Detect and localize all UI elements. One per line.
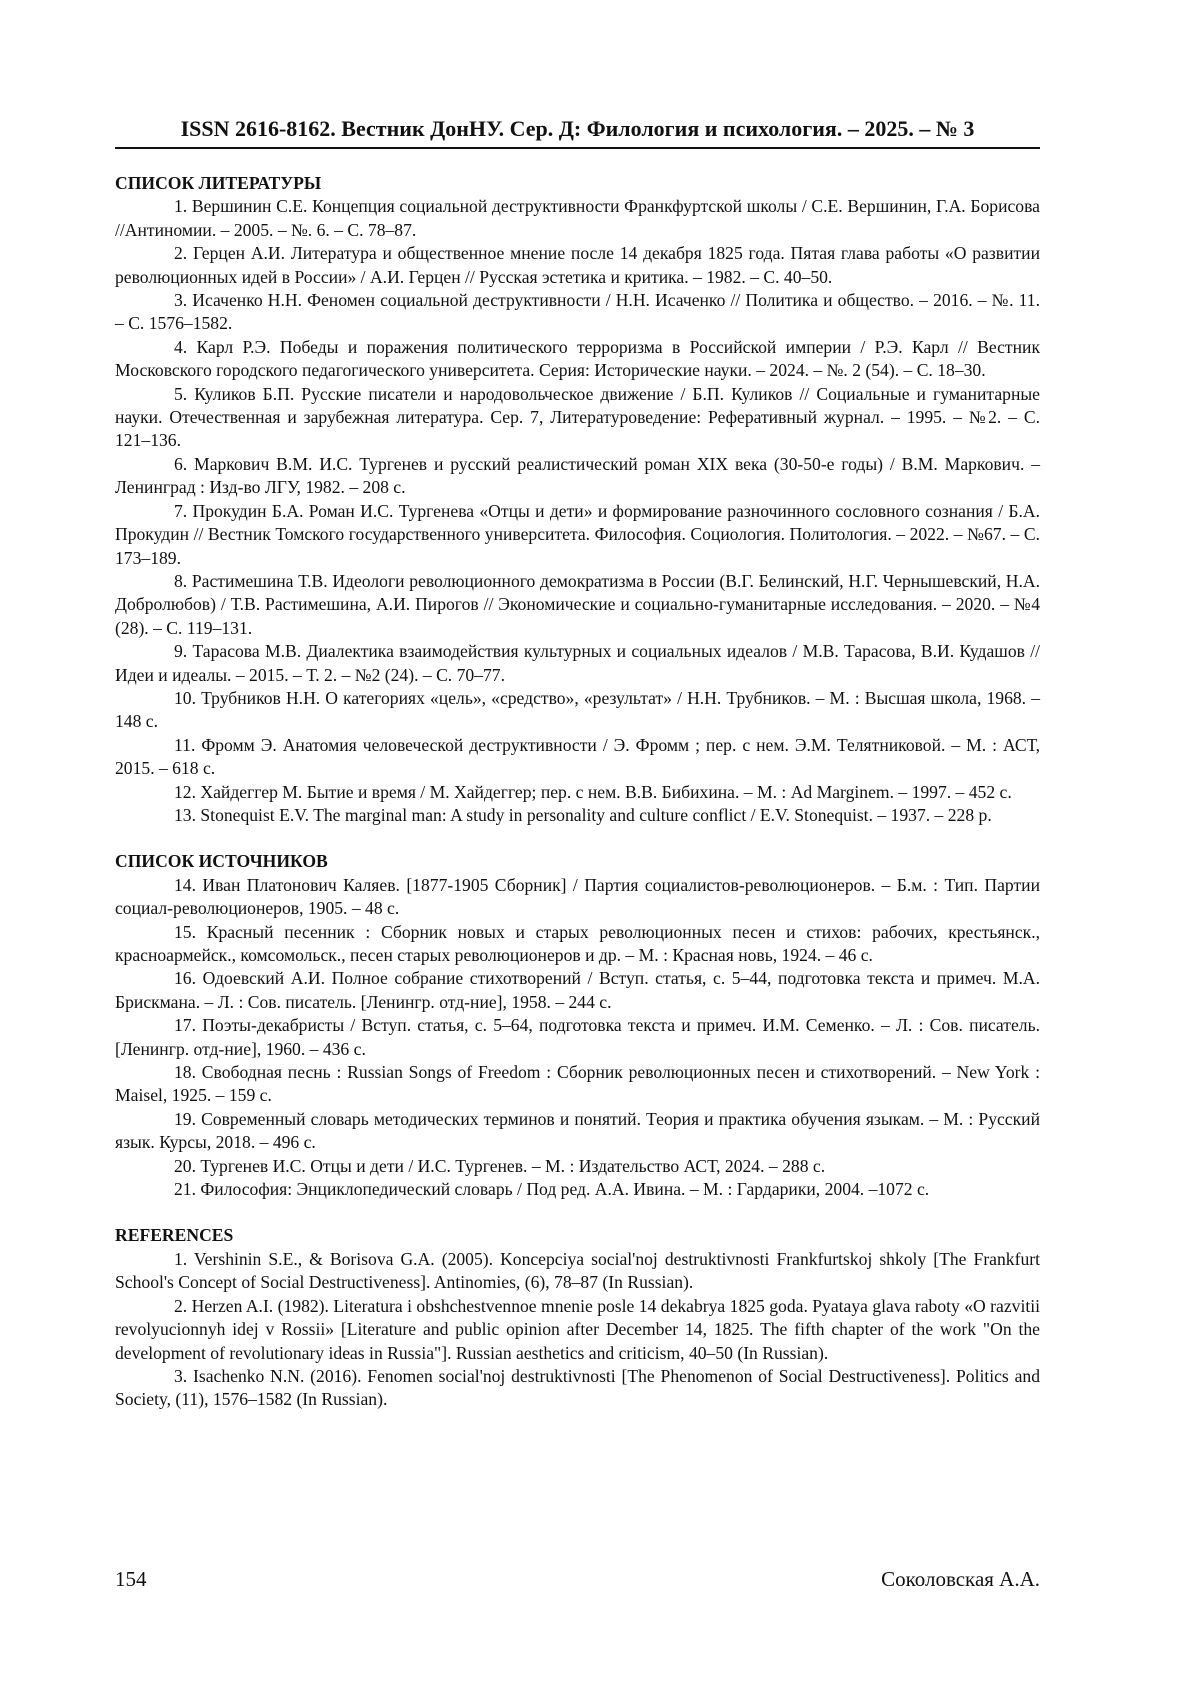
references-title: REFERENCES [115,1225,234,1246]
source-item: 16. Одоевский А.И. Полное собрание стихотворений / Вступ. статья, с. 5–44, подготовка текста и примеч. М.А. Брискмана. – Л. : Сов. писатель. [Ленингр. отд-ние], 1958. – 244 с. [115,968,1040,1012]
sources-title: СПИСОК ИСТОЧНИКОВ [115,851,328,872]
footer-author: Соколовская А.А. [881,1567,1040,1591]
literature-section [115,172,1040,827]
literature-item: 2. Герцен А.И. Литература и общественное мнение после 14 декабря 1825 года. Пятая глава работы «О развитии революционных идей в России» / А.И. Герцен // Русская эстетика и критика. – 1982. – С. 40–50. [115,243,1040,287]
literature-item: 1. Вершинин С.Е. Концепция социальной деструктивности Франкфуртской школы / С.Е. Вершинин, Г.А. Борисова //Антиномии. – 2005. – №. 6. – С. 78–87. [115,196,1040,240]
literature-item: 12. Хайдеггер М. Бытие и время / М. Хайдеггер; пер. с нем. В.В. Бибихина. – М. : Ad Marginem. – 1997. – 452 с. [174,781,1012,802]
literature-item: 10. Трубников Н.Н. О категориях «цель», «средство», «результат» / Н.Н. Трубников. – М. : Высшая школа, 1968. – 148 с. [115,687,1040,732]
literature-item: 5. Куликов Б.П. Русские писатели и народовольческое движение / Б.П. Куликов // Социальные и гуманитарные науки. Отечественная и зарубежная литература. Сер. 7, Литературоведение: Реферативный журнал. – 1995. – №2. – С. 121–136. [115,383,1040,451]
literature-item: 9. Тарасова М.В. Диалектика взаимодействия культурных и социальных идеалов / М.В. Тарасова, В.И. Кудашов // Идеи и идеалы. – 2015. – Т. 2. – №2 (24). – С. 70–77. [115,641,1040,685]
literature-item: 6. Маркович В.М. И.С. Тургенев и русский реалистический роман XIX века (30-50-е годы) / В.М. Маркович. – Ленинград : Изд-во ЛГУ, 1982. – 208 с. [115,453,1040,498]
references-section [115,1224,1040,1411]
source-item: 19. Современный словарь методических терминов и понятий. Теория и практика обучения языкам. – М. : Русский язык. Курсы, 2018. – 496 с. [115,1108,1040,1153]
page-content [115,172,1040,1412]
reference-item: 1. Vershinin S.E., & Borisova G.A. (2005). Koncepciya social'noj destruktivnosti Frankfurtskoj shkoly [The Frankfurt School's Concept of Social Destructiveness]. Antinomies, (6), 78–87 (In Russian). [115,1248,1040,1293]
source-item: 14. Иван Платонович Каляев. [1877-1905 Сборник] / Партия социалистов-революционеров. – Б.м. : Тип. Партии социал-революционеров, 1905. – 48 с. [115,874,1040,919]
sources-section [115,850,1040,1201]
literature-item: 8. Растимешина Т.В. Идеологи революционного демократизма в России (В.Г. Белинский, Н.Г. Чернышевский, Н.А. Добролюбов) / Т.В. Растимешина, А.И. Пирогов // Экономические и социально-гуманитарные исследования. – 2020. – №4 (28). – С. 119–131. [115,570,1040,638]
literature-item: 3. Исаченко Н.Н. Феномен социальной деструктивности / Н.Н. Исаченко // Политика и общество. – 2016. – №. 11. – С. 1576–1582. [115,290,1040,334]
literature-title: СПИСОК ЛИТЕРАТУРЫ [115,173,322,193]
literature-item: 4. Карл Р.Э. Победы и поражения политического терроризма в Российской империи / Р.Э. Карл // Вестник Московского городского педагогического университета. Серия: Исторические науки. – 2024. – №. 2 (54). – С. 18–30. [115,336,1040,381]
reference-item: 3. Isachenko N.N. (2016). Fenomen social'noj destruktivnosti [The Phenomenon of Social Destructiveness]. Politics and Society, (11), 1576–1582 (In Russian). [115,1365,1040,1410]
source-item: 17. Поэты-декабристы / Вступ. статья, с. 5–64, подготовка текста и примеч. И.М. Семенко. – Л. : Сов. писатель. [Ленингр. отд-ние], 1960. – 436 с. [115,1015,1040,1059]
page-number: 154 [115,1567,147,1591]
source-item: 21. Философия: Энциклопедический словарь / Под ред. А.А. Ивина. – М. : Гардарики, 2004. –1072 с. [174,1179,930,1200]
literature-item: 13. Stonequist E.V. The marginal man: A study in personality and culture conflict / E.V. Stonequist. – 1937. – 228 p. [174,804,992,825]
literature-item: 7. Прокудин Б.А. Роман И.С. Тургенева «Отцы и дети» и формирование разночинного сословного сознания / Б.А. Прокудин // Вестник Томского государственного университета. Философия. Социология. Политология. – 2022. – №67. – С. 173–189. [115,500,1040,568]
literature-item: 11. Фромм Э. Анатомия человеческой деструктивности / Э. Фромм ; пер. с нем. Э.М. Телятниковой. – М. : АСТ, 2015. – 618 с. [115,734,1040,779]
source-item: 18. Свободная песнь : Russian Songs of Freedom : Сборник революционных песен и стихотворений. – New York : Maisel, 1925. – 159 с. [115,1062,1040,1106]
source-item: 15. Красный песенник : Сборник новых и старых революционных песен и стихов: рабочих, крестьянск., красноармейск., комсомольск., песен старых революционеров и др. – М. : Красная новь, 1924. – 46 с. [115,921,1040,965]
page-footer [115,1565,1040,1593]
reference-item: 2. Herzen A.I. (1982). Literatura i obshchestvennoe mnenie posle 14 dekabrya 1825 goda. Pyataya glava raboty «O razvitii revolyucionnyh idej v Rossii» [Literature and public opinion after December 14, 1825. The fifth chapter of the work "On the development of revolutionary ideas in Russia"]. Russian aesthetics and criticism, 40–50 (In Russian). [115,1295,1040,1363]
journal-header: ISSN 2616-8162. Вестник ДонНУ. Сер. Д: Филология и психология. – 2025. – № 3 [115,114,1040,149]
source-item: 20. Тургенев И.С. Отцы и дети / И.С. Тургенев. – М. : Издательство АСТ, 2024. – 288 с. [174,1155,826,1176]
